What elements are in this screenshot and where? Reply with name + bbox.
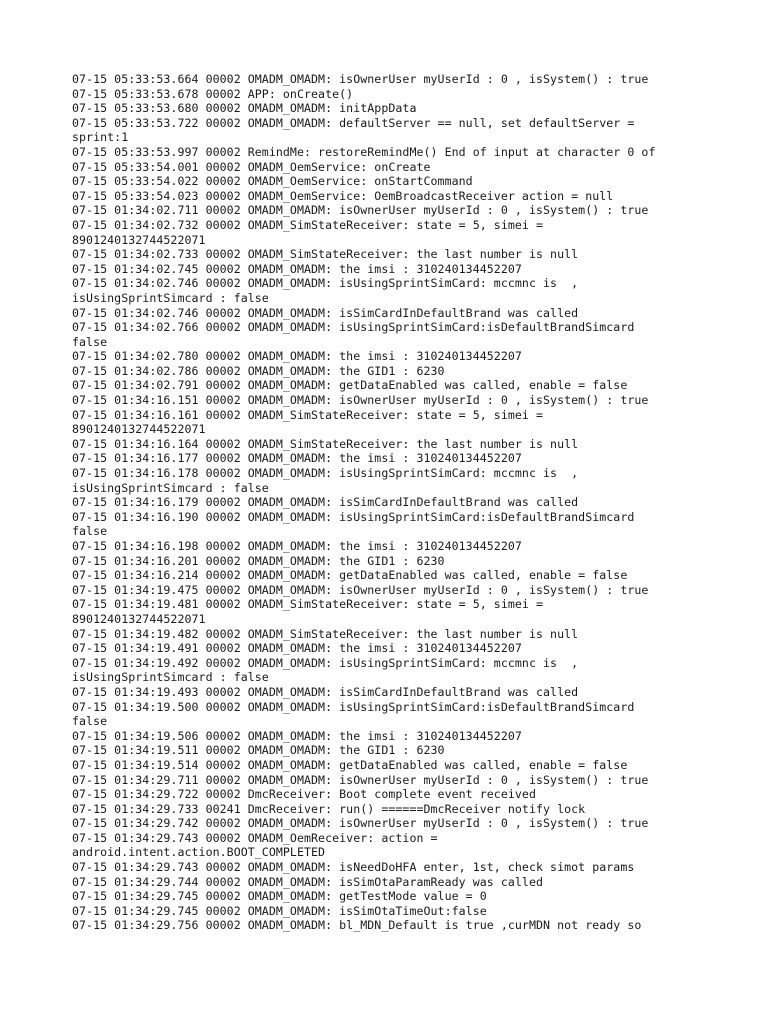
log-line: 07-15 01:34:29.743 00002 OMADM_OemReceiver: action = bbox=[72, 830, 438, 845]
log-line: 07-15 01:34:29.745 00002 OMADM_OMADM: getTestMode value = 0 bbox=[72, 889, 487, 904]
log-line: sprint:1 bbox=[72, 130, 129, 145]
log-line: 07-15 05:33:54.022 00002 OMADM_OemService: onStartCommand bbox=[72, 174, 473, 189]
log-line: 07-15 05:33:53.997 00002 RemindMe: restoreRemindMe() End of input at character 0 of bbox=[72, 144, 656, 159]
log-line: 07-15 01:34:19.514 00002 OMADM_OMADM: getDataEnabled was called, enable = false bbox=[72, 757, 628, 772]
log-line: 07-15 01:34:16.178 00002 OMADM_OMADM: isUsingSprintSimCard: mccmnc is , bbox=[72, 466, 579, 481]
log-text-block bbox=[72, 72, 702, 933]
log-line: 07-15 01:34:16.214 00002 OMADM_OMADM: getDataEnabled was called, enable = false bbox=[72, 568, 628, 583]
log-line: 07-15 01:34:16.201 00002 OMADM_OMADM: the GID1 : 6230 bbox=[72, 553, 445, 568]
log-line: 07-15 05:33:54.001 00002 OMADM_OemService: onCreate bbox=[72, 159, 431, 174]
log-line: 07-15 01:34:02.780 00002 OMADM_OMADM: the imsi : 310240134452207 bbox=[72, 349, 522, 364]
log-line: 07-15 01:34:19.500 00002 OMADM_OMADM: isUsingSprintSimCard:isDefaultBrandSimcard bbox=[72, 699, 635, 714]
log-line: 07-15 01:34:16.161 00002 OMADM_SimStateReceiver: state = 5, simei = bbox=[72, 407, 544, 422]
log-line: 07-15 01:34:29.745 00002 OMADM_OMADM: isSimOtaTimeOut:false bbox=[72, 903, 487, 918]
log-line: 07-15 01:34:29.722 00002 DmcReceiver: Boot complete event received bbox=[72, 787, 536, 802]
log-line: false bbox=[72, 524, 108, 539]
log-line: 07-15 01:34:16.177 00002 OMADM_OMADM: the imsi : 310240134452207 bbox=[72, 451, 522, 466]
log-line: 07-15 01:34:02.732 00002 OMADM_SimStateReceiver: state = 5, simei = bbox=[72, 217, 544, 232]
log-line: false bbox=[72, 714, 108, 729]
log-line: 07-15 05:33:53.722 00002 OMADM_OMADM: defaultServer == null, set defaultServer = bbox=[72, 115, 635, 130]
log-line: 07-15 01:34:16.179 00002 OMADM_OMADM: isSimCardInDefaultBrand was called bbox=[72, 495, 579, 510]
log-line: 07-15 01:34:02.786 00002 OMADM_OMADM: the GID1 : 6230 bbox=[72, 363, 445, 378]
log-line: 07-15 05:33:53.680 00002 OMADM_OMADM: initAppData bbox=[72, 101, 417, 116]
log-line: 07-15 05:33:53.664 00002 OMADM_OMADM: isOwnerUser myUserId : 0 , isSystem() : true bbox=[72, 72, 649, 86]
log-line: 07-15 01:34:29.744 00002 OMADM_OMADM: isSimOtaParamReady was called bbox=[72, 874, 544, 889]
log-line: 8901240132744522071 bbox=[72, 422, 206, 437]
log-line: 07-15 01:34:19.492 00002 OMADM_OMADM: isUsingSprintSimCard: mccmnc is , bbox=[72, 655, 579, 670]
log-line: 07-15 01:34:02.791 00002 OMADM_OMADM: getDataEnabled was called, enable = false bbox=[72, 378, 628, 393]
log-line: 07-15 01:34:19.491 00002 OMADM_OMADM: the imsi : 310240134452207 bbox=[72, 641, 522, 656]
log-line: 07-15 01:34:29.743 00002 OMADM_OMADM: isNeedDoHFA enter, 1st, check simot params bbox=[72, 860, 635, 875]
log-line: 07-15 05:33:53.678 00002 APP: onCreate() bbox=[72, 86, 354, 101]
log-line: 07-15 01:34:02.733 00002 OMADM_SimStateReceiver: the last number is null bbox=[72, 247, 579, 262]
log-line: isUsingSprintSimcard : false bbox=[72, 670, 269, 685]
log-line: 8901240132744522071 bbox=[72, 232, 206, 247]
log-line: 07-15 01:34:02.711 00002 OMADM_OMADM: isOwnerUser myUserId : 0 , isSystem() : true bbox=[72, 203, 649, 218]
log-line: 07-15 01:34:19.481 00002 OMADM_SimStateReceiver: state = 5, simei = bbox=[72, 597, 544, 612]
log-line: 07-15 01:34:02.746 00002 OMADM_OMADM: isSimCardInDefaultBrand was called bbox=[72, 305, 579, 320]
log-line: 07-15 01:34:16.151 00002 OMADM_OMADM: isOwnerUser myUserId : 0 , isSystem() : true bbox=[72, 393, 649, 408]
log-line: 07-15 01:34:19.511 00002 OMADM_OMADM: the GID1 : 6230 bbox=[72, 743, 445, 758]
log-line: 07-15 01:34:29.711 00002 OMADM_OMADM: isOwnerUser myUserId : 0 , isSystem() : true bbox=[72, 772, 649, 787]
log-line: false bbox=[72, 334, 108, 349]
log-line: 07-15 01:34:02.766 00002 OMADM_OMADM: isUsingSprintSimCard:isDefaultBrandSimcard bbox=[72, 320, 635, 335]
log-line: 07-15 01:34:16.164 00002 OMADM_SimStateReceiver: the last number is null bbox=[72, 436, 579, 451]
log-line: 07-15 05:33:54.023 00002 OMADM_OemService: OemBroadcastReceiver action = null bbox=[72, 188, 614, 203]
log-line: 07-15 01:34:16.190 00002 OMADM_OMADM: isUsingSprintSimCard:isDefaultBrandSimcard bbox=[72, 509, 635, 524]
log-line: 07-15 01:34:19.482 00002 OMADM_SimStateReceiver: the last number is null bbox=[72, 626, 579, 641]
log-line: 07-15 01:34:19.493 00002 OMADM_OMADM: isSimCardInDefaultBrand was called bbox=[72, 684, 579, 699]
log-line: 07-15 01:34:29.733 00241 DmcReceiver: run() ======DmcReceiver notify lock bbox=[72, 801, 586, 816]
log-line: 07-15 01:34:16.198 00002 OMADM_OMADM: the imsi : 310240134452207 bbox=[72, 539, 522, 553]
log-line: 07-15 01:34:19.475 00002 OMADM_OMADM: isOwnerUser myUserId : 0 , isSystem() : true bbox=[72, 582, 649, 597]
log-line: isUsingSprintSimcard : false bbox=[72, 480, 269, 495]
log-line: 07-15 01:34:02.746 00002 OMADM_OMADM: isUsingSprintSimCard: mccmnc is , bbox=[72, 276, 579, 291]
log-line: android.intent.action.BOOT_COMPLETED bbox=[72, 845, 326, 860]
log-line: 8901240132744522071 bbox=[72, 611, 206, 626]
log-line: 07-15 01:34:02.745 00002 OMADM_OMADM: the imsi : 310240134452207 bbox=[72, 261, 522, 276]
log-line: isUsingSprintSimcard : false bbox=[72, 290, 269, 305]
log-line: 07-15 01:34:29.742 00002 OMADM_OMADM: isOwnerUser myUserId : 0 , isSystem() : true bbox=[72, 816, 649, 831]
log-line: 07-15 01:34:29.756 00002 OMADM_OMADM: bl_MDN_Default is true ,curMDN not ready so bbox=[72, 918, 642, 933]
log-line: 07-15 01:34:19.506 00002 OMADM_OMADM: the imsi : 310240134452207 bbox=[72, 728, 522, 743]
